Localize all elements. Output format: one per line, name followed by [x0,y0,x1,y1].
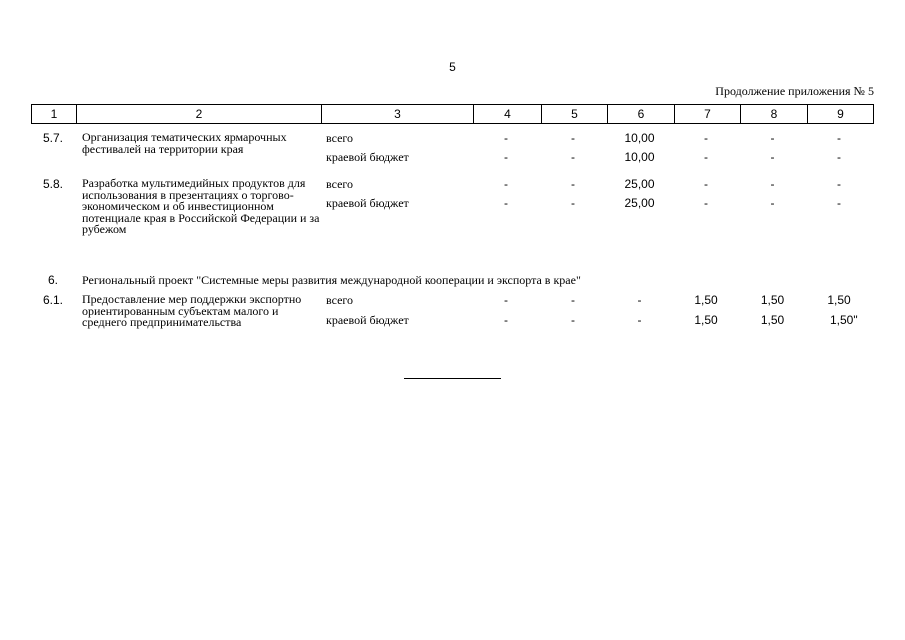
cell-c8: - [770,150,775,164]
cell-c5: - [571,293,575,307]
cell-c7: - [704,196,708,210]
row-number: 5.7. [42,131,63,145]
header-col-6: 6 [607,105,674,123]
cell-c7: 1,50 [694,313,718,327]
cell-c6: - [637,293,642,307]
funding-source: краевой бюджет [326,313,409,327]
cell-c6: - [637,313,642,327]
cell-c7: - [704,177,708,191]
row-number: 6.1. [42,293,63,307]
cell-c4: - [504,177,508,191]
cell-c8: 1,50 [760,293,785,307]
cell-c7: - [704,131,708,145]
cell-c5: - [571,177,575,191]
funding-source: всего [326,177,354,191]
cell-c8: - [770,196,775,210]
row-name: Предоставление мер поддержки экспортно ориентированным субъектам малого и среднего предпринимательства [82,292,302,329]
cell-c7: 1,50 [694,293,718,307]
header-col-5: 5 [541,105,607,123]
continuation-label: Продолжение приложения № 5 [715,84,874,98]
row-number: 5.8. [42,177,63,191]
cell-c6: 10,00 [624,131,655,145]
header-col-7: 7 [674,105,740,123]
header-col-2: 2 [76,105,321,123]
funding-source: всего [326,293,354,307]
cell-c5: - [571,313,575,327]
cell-c4: - [504,131,508,145]
funding-source: краевой бюджет [326,196,409,210]
cell-c8: 1,50 [760,313,785,327]
cell-c6: 25,00 [624,177,655,191]
cell-c8: - [770,177,775,191]
closing-separator-line [404,378,501,379]
cell-c6: 10,00 [624,150,655,164]
header-col-8: 8 [740,105,807,123]
table-header [31,104,874,124]
cell-c9: - [837,131,841,145]
regional-project-title: Региональный проект "Системные меры развития международной кооперации и экспорта в крае" [82,273,581,287]
cell-c4: - [504,293,508,307]
header-col-1: 1 [50,107,58,121]
cell-c4: - [504,196,508,210]
header-col-3: 3 [321,105,473,123]
cell-c9: 1,50 [827,293,851,307]
cell-c9: - [837,196,841,210]
row-name: Разработка мультимедийных продуктов для использования в презентациях о торгово-экономическом и об инвестиционном потенциале края в Российской Федерации и за рубежом [82,176,320,236]
cell-c7: - [704,150,708,164]
cell-c9: - [837,177,841,191]
cell-c4: - [504,150,508,164]
page-number: 5 [449,60,456,74]
row-number: 6. [47,273,58,287]
cell-c9: 1,50" [830,313,858,327]
cell-c4: - [504,313,508,327]
cell-c9: - [837,150,841,164]
cell-c5: - [571,131,575,145]
funding-source: всего [326,131,354,145]
header-col-9: 9 [807,105,873,123]
cell-c5: - [571,150,575,164]
header-col-4: 4 [473,105,541,123]
cell-c6: 25,00 [624,196,655,210]
row-name: Организация тематических ярмарочных фестивалей на территории края [82,130,287,156]
cell-c5: - [571,196,575,210]
funding-source: краевой бюджет [326,150,409,164]
cell-c8: - [770,131,775,145]
